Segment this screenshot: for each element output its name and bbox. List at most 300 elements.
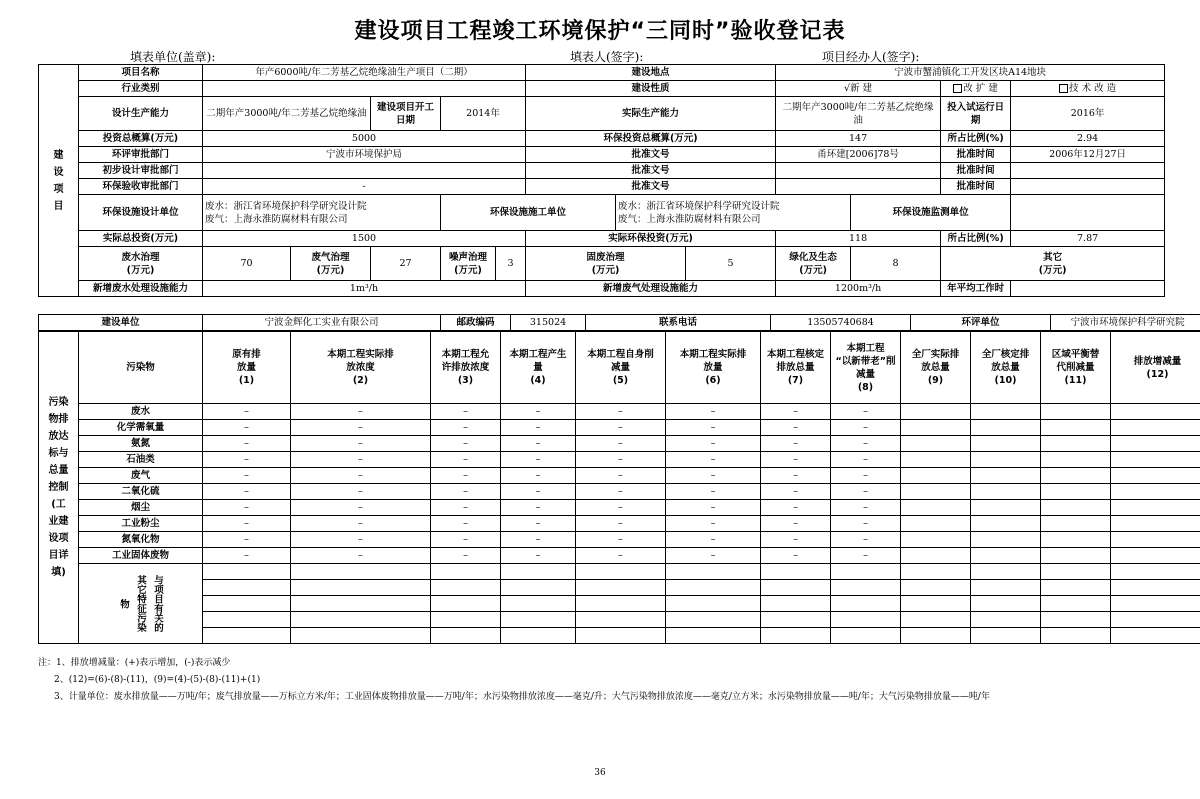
other-label: 其它 (万元) — [941, 247, 1165, 281]
pollutant-name: 石油类 — [79, 452, 203, 468]
table-cell: – — [666, 436, 761, 452]
column-header: 本期工程自身削 减量 (5) — [576, 332, 666, 404]
facility-build-value: 废水：浙江省环境保护科学研究设计院 废气：上海永淮防腐材料有限公司 — [616, 195, 851, 231]
table-cell: – — [666, 420, 761, 436]
table-cell — [1041, 420, 1111, 436]
water-value: 70 — [203, 247, 291, 281]
table-row — [39, 452, 1200, 468]
approval-no-label: 批准文号 — [526, 147, 776, 163]
table-row — [39, 500, 1200, 516]
start-date-label: 建设项目开工日期 — [371, 97, 441, 131]
table-cell — [1111, 548, 1200, 564]
table-cell: – — [203, 452, 291, 468]
table-cell — [901, 596, 971, 612]
gas-label: 废气治理 (万元) — [291, 247, 371, 281]
column-header: 全厂核定排 放总量 (10) — [971, 332, 1041, 404]
table-cell: – — [831, 484, 901, 500]
table-cell: – — [761, 500, 831, 516]
table-cell: – — [666, 484, 761, 500]
trial-value: 2016年 — [1011, 97, 1165, 131]
approval-time-label-2: 批准时间 — [941, 163, 1011, 179]
column-header: 本期工程 “以新带老”削减量 (8) — [831, 332, 901, 404]
table-cell — [203, 596, 291, 612]
table-cell: – — [666, 532, 761, 548]
table-cell — [291, 596, 431, 612]
column-header: 本期工程核定 排放总量 (7) — [761, 332, 831, 404]
table-cell: – — [203, 436, 291, 452]
approval-time-label: 批准时间 — [941, 147, 1011, 163]
table-cell — [1041, 612, 1111, 628]
table-cell: – — [501, 548, 576, 564]
table-cell — [901, 484, 971, 500]
noise-value: 3 — [496, 247, 526, 281]
postcode-value: 315024 — [511, 315, 586, 331]
approval-no-value: 甬环建[2006]78号 — [776, 147, 941, 163]
trial-label: 投入试运行日期 — [941, 97, 1011, 131]
table-cell — [431, 596, 501, 612]
column-header: 原有排 放量 (1) — [203, 332, 291, 404]
table-cell — [1111, 500, 1200, 516]
table-cell — [1111, 564, 1200, 580]
table-cell: – — [291, 548, 431, 564]
pollutant-name: 工业粉尘 — [79, 516, 203, 532]
water-label: 废水治理 (万元) — [79, 247, 203, 281]
table-cell: – — [431, 436, 501, 452]
table-cell — [291, 580, 431, 596]
eia-unit-value: 宁波市环境保护科学研究院 — [1051, 315, 1200, 331]
table-cell: – — [431, 452, 501, 468]
table-cell — [1041, 564, 1111, 580]
column-header: 本期工程产生 量 (4) — [501, 332, 576, 404]
table-cell: – — [203, 500, 291, 516]
table-cell — [1041, 516, 1111, 532]
new-water-label: 新增废水处理设施能力 — [79, 281, 203, 297]
table-cell: – — [831, 436, 901, 452]
approval-time-label-3: 批准时间 — [941, 179, 1011, 195]
table-cell: – — [203, 516, 291, 532]
table-cell: – — [291, 500, 431, 516]
table-cell — [1041, 452, 1111, 468]
table-cell — [831, 596, 901, 612]
table-cell — [761, 612, 831, 628]
table-cell: – — [761, 516, 831, 532]
table-cell — [1111, 532, 1200, 548]
table-cell — [666, 612, 761, 628]
table-cell — [1041, 548, 1111, 564]
table-cell: – — [501, 452, 576, 468]
table-cell — [666, 596, 761, 612]
table-cell — [203, 580, 291, 596]
table-row — [39, 404, 1200, 420]
table-cell: – — [761, 452, 831, 468]
table-cell: – — [831, 452, 901, 468]
builder-label: 建设单位 — [39, 315, 203, 331]
table-cell — [1111, 468, 1200, 484]
table-cell — [971, 532, 1041, 548]
table-cell: – — [576, 548, 666, 564]
table-cell: – — [576, 404, 666, 420]
eia-dept-value: 宁波市环境保护局 — [203, 147, 526, 163]
gas-value: 27 — [371, 247, 441, 281]
notes — [38, 655, 990, 706]
table-cell — [971, 404, 1041, 420]
table-cell — [1041, 436, 1111, 452]
new-water-value: 1m³/h — [203, 281, 526, 297]
table-cell: – — [666, 548, 761, 564]
column-header: 本期工程实际排 放浓度 (2) — [291, 332, 431, 404]
design-cap-label: 设计生产能力 — [79, 97, 203, 131]
table-cell: – — [431, 516, 501, 532]
env-accept-value: - — [203, 179, 526, 195]
table-cell — [1111, 580, 1200, 596]
checkbox-icon — [1059, 84, 1068, 93]
table-cell — [901, 612, 971, 628]
budget-value: 5000 — [203, 131, 526, 147]
prelim-label: 初步设计审批部门 — [79, 163, 203, 179]
project-name-label: 项目名称 — [79, 65, 203, 81]
approval-no-label-2: 批准文号 — [526, 163, 776, 179]
table-cell: – — [666, 516, 761, 532]
monitor-label: 环保设施监测单位 — [851, 195, 1011, 231]
nature-expand: 改 扩 建 — [941, 81, 1011, 97]
table-cell — [901, 532, 971, 548]
ratio-value: 2.94 — [1011, 131, 1165, 147]
table-cell: – — [431, 500, 501, 516]
other-pollutant-label: 物 其它特征污染 与项目有关的 — [79, 564, 203, 644]
new-gas-label: 新增废气处理设施能力 — [526, 281, 776, 297]
table-cell — [666, 628, 761, 644]
table-cell — [576, 580, 666, 596]
table-cell — [971, 628, 1041, 644]
table-cell: – — [831, 420, 901, 436]
pollutant-name: 烟尘 — [79, 500, 203, 516]
table-cell — [971, 484, 1041, 500]
table-cell: – — [831, 500, 901, 516]
table-cell — [1041, 628, 1111, 644]
env-budget-value: 147 — [776, 131, 941, 147]
table-cell: – — [431, 420, 501, 436]
table-cell — [501, 596, 576, 612]
table-cell — [971, 580, 1041, 596]
table-cell — [831, 580, 901, 596]
table-cell: – — [666, 468, 761, 484]
table-cell: – — [501, 516, 576, 532]
table-cell — [1041, 532, 1111, 548]
project-side-label: 建设项目 — [39, 65, 79, 297]
column-header: 本期工程允 许排放浓度 (3) — [431, 332, 501, 404]
note-2: 2、(12)=(6)-(8)-(11)，(9)=(4)-(5)-(8)-(11)+(1) — [54, 675, 261, 685]
table-cell: – — [761, 484, 831, 500]
table-cell: – — [831, 532, 901, 548]
table-cell — [291, 628, 431, 644]
table-cell — [901, 468, 971, 484]
table-cell: – — [291, 468, 431, 484]
ratio-value-2: 7.87 — [1011, 231, 1165, 247]
pollutant-header: 污染物 — [79, 332, 203, 404]
approval-no-label-3: 批准文号 — [526, 179, 776, 195]
table-row — [39, 420, 1200, 436]
project-info-table — [38, 64, 1165, 297]
filler-label: 填表人(签字): — [570, 50, 644, 64]
table-cell — [203, 628, 291, 644]
page-number: 36 — [594, 768, 606, 778]
table-row — [39, 436, 1200, 452]
table-cell: – — [576, 484, 666, 500]
table-cell — [1111, 436, 1200, 452]
table-cell — [901, 452, 971, 468]
table-cell — [901, 564, 971, 580]
table-cell: – — [576, 420, 666, 436]
approval-time-value: 2006年12月27日 — [1011, 147, 1165, 163]
postcode-label: 邮政编码 — [441, 315, 511, 331]
table-cell: – — [501, 436, 576, 452]
table-cell — [901, 516, 971, 532]
pollutant-name: 废气 — [79, 468, 203, 484]
table-cell — [431, 580, 501, 596]
table-cell: – — [501, 420, 576, 436]
table-cell: – — [203, 404, 291, 420]
table-cell — [761, 628, 831, 644]
actual-env-label: 实际环保投资(万元) — [526, 231, 776, 247]
table-row — [39, 548, 1200, 564]
table-row — [39, 532, 1200, 548]
table-cell — [431, 628, 501, 644]
table-cell: – — [291, 516, 431, 532]
table-cell — [831, 564, 901, 580]
pollutant-name: 工业固体废物 — [79, 548, 203, 564]
table-cell: – — [501, 500, 576, 516]
table-cell — [761, 580, 831, 596]
table-cell: – — [576, 452, 666, 468]
table-cell — [1041, 500, 1111, 516]
nature-label: 建设性质 — [526, 81, 776, 97]
nature-tech: 技 术 改 造 — [1011, 81, 1165, 97]
facility-design-value: 废水：浙江省环境保护科学研究设计院 废气：上海永淮防腐材料有限公司 — [203, 195, 441, 231]
table-cell: – — [431, 468, 501, 484]
table-cell: – — [203, 484, 291, 500]
actual-total-label: 实际总投资(万元) — [79, 231, 203, 247]
table-cell: – — [666, 452, 761, 468]
table-cell — [901, 436, 971, 452]
table-cell: – — [576, 436, 666, 452]
table-cell — [431, 612, 501, 628]
eia-unit-label: 环评单位 — [911, 315, 1051, 331]
pollutant-name: 氮氧化物 — [79, 532, 203, 548]
table-cell: – — [501, 404, 576, 420]
project-name-value: 年产6000吨/年二芳基乙烷绝缘油生产项目（二期） — [203, 65, 526, 81]
table-cell: – — [831, 548, 901, 564]
eia-dept-label: 环评审批部门 — [79, 147, 203, 163]
page-title: 建设项目工程竣工环境保护“三同时”验收登记表 — [354, 19, 846, 44]
location-label: 建设地点 — [526, 65, 776, 81]
table-cell — [1111, 628, 1200, 644]
table-cell — [971, 420, 1041, 436]
table-row — [39, 468, 1200, 484]
table-cell — [1111, 516, 1200, 532]
table-cell: – — [203, 532, 291, 548]
table-cell: – — [576, 516, 666, 532]
table-cell — [666, 580, 761, 596]
table-cell: – — [431, 532, 501, 548]
noise-label: 噪声治理 (万元) — [441, 247, 496, 281]
builder-value: 宁波金辉化工实业有限公司 — [203, 315, 441, 331]
table-cell — [971, 596, 1041, 612]
table-cell — [576, 596, 666, 612]
table-cell: – — [501, 532, 576, 548]
note-3: 3、计量单位：废水排放量——万吨/年；废气排放量——万标立方米/年；工业固体废物排放量——万吨/年；水污染物排放浓度——毫克/升；大气污染物排放浓度——毫克/立方米；水污染物排放量——吨/年；大气污染物排放量——吨/年 — [54, 692, 990, 702]
table-cell — [666, 564, 761, 580]
table-cell: – — [576, 532, 666, 548]
green-label: 绿化及生态 (万元) — [776, 247, 851, 281]
table-cell — [1041, 580, 1111, 596]
table-cell — [203, 564, 291, 580]
table-row — [39, 484, 1200, 500]
table-cell: – — [831, 404, 901, 420]
table-cell — [831, 612, 901, 628]
table-cell: – — [291, 420, 431, 436]
table-cell: – — [291, 404, 431, 420]
table-cell — [1111, 612, 1200, 628]
column-header: 全厂实际排 放总量 (9) — [901, 332, 971, 404]
table-cell: – — [831, 468, 901, 484]
table-cell — [291, 564, 431, 580]
pollutant-name: 废水 — [79, 404, 203, 420]
table-cell: – — [203, 468, 291, 484]
table-cell: – — [576, 468, 666, 484]
pollutant-name: 二氧化硫 — [79, 484, 203, 500]
solid-label: 固废治理 (万元) — [526, 247, 686, 281]
table-cell — [971, 452, 1041, 468]
pollutant-name: 氨氮 — [79, 436, 203, 452]
pollutant-name: 化学需氧量 — [79, 420, 203, 436]
pollutant-side-label: 污染物排放达标与总量控制(工业建设项目详填) — [39, 332, 79, 644]
start-date-value: 2014年 — [441, 97, 526, 131]
table-cell — [501, 580, 576, 596]
table-cell: – — [431, 404, 501, 420]
table-cell: – — [761, 436, 831, 452]
table-cell — [501, 628, 576, 644]
table-cell — [971, 564, 1041, 580]
table-cell — [971, 436, 1041, 452]
table-cell — [901, 500, 971, 516]
table-cell: – — [761, 420, 831, 436]
new-gas-value: 1200m³/h — [776, 281, 941, 297]
env-accept-label: 环保验收审批部门 — [79, 179, 203, 195]
table-cell: – — [431, 548, 501, 564]
table-cell: – — [761, 404, 831, 420]
table-cell: – — [291, 484, 431, 500]
table-cell — [1111, 484, 1200, 500]
table-cell — [501, 612, 576, 628]
table-cell: – — [291, 532, 431, 548]
table-cell — [576, 612, 666, 628]
design-cap-value: 二期年产3000吨/年二芳基乙烷绝缘油 — [203, 97, 371, 131]
table-cell — [1041, 404, 1111, 420]
actual-env-value: 118 — [776, 231, 941, 247]
table-cell — [1041, 468, 1111, 484]
table-cell — [203, 612, 291, 628]
table-row — [39, 516, 1200, 532]
table-cell — [431, 564, 501, 580]
phone-value: 13505740684 — [771, 315, 911, 331]
note-1: 注：1、排放增减量：(+)表示增加，(-)表示减少 — [38, 658, 231, 668]
table-cell — [761, 564, 831, 580]
actual-total-value: 1500 — [203, 231, 526, 247]
ratio-label: 所占比例(%) — [941, 131, 1011, 147]
table-cell — [971, 548, 1041, 564]
industry-label: 行业类别 — [79, 81, 203, 97]
table-cell — [831, 628, 901, 644]
table-cell — [901, 548, 971, 564]
table-cell — [761, 596, 831, 612]
table-cell — [1111, 404, 1200, 420]
table-cell: – — [431, 484, 501, 500]
table-cell: – — [666, 500, 761, 516]
table-cell — [901, 628, 971, 644]
column-header: 本期工程实际排 放量 (6) — [666, 332, 761, 404]
table-cell — [576, 628, 666, 644]
table-cell — [576, 564, 666, 580]
table-cell: – — [291, 452, 431, 468]
facility-design-label: 环保设施设计单位 — [79, 195, 203, 231]
table-cell: – — [831, 516, 901, 532]
table-cell — [901, 404, 971, 420]
phone-label: 联系电话 — [586, 315, 771, 331]
industry-value — [203, 81, 526, 97]
table-cell: – — [761, 468, 831, 484]
table-cell: – — [576, 500, 666, 516]
table-cell: – — [501, 468, 576, 484]
green-value: 8 — [851, 247, 941, 281]
table-cell — [1041, 596, 1111, 612]
column-header: 区域平衡替 代削减量 (11) — [1041, 332, 1111, 404]
table-cell — [1111, 596, 1200, 612]
column-header: 排放增减量 (12) — [1111, 332, 1200, 404]
pollutant-table — [38, 314, 1200, 331]
location-value: 宁波市蟹浦镇化工开发区块A14地块 — [776, 65, 1165, 81]
table-cell — [291, 612, 431, 628]
actual-cap-label: 实际生产能力 — [526, 97, 776, 131]
fill-unit-label: 填表单位(盖章): — [130, 50, 216, 64]
table-cell: – — [291, 436, 431, 452]
table-cell — [971, 516, 1041, 532]
nature-new: √新 建 — [776, 81, 941, 97]
table-cell: – — [666, 404, 761, 420]
table-cell — [901, 420, 971, 436]
actual-cap-value: 二期年产3000吨/年二芳基乙烷绝缘油 — [776, 97, 941, 131]
table-cell: – — [203, 420, 291, 436]
facility-build-label: 环保设施施工单位 — [441, 195, 616, 231]
checkbox-icon — [953, 84, 962, 93]
table-cell: – — [761, 548, 831, 564]
solid-value: 5 — [686, 247, 776, 281]
pollutant-detail-table — [38, 331, 1200, 644]
table-cell — [901, 580, 971, 596]
table-cell: – — [761, 532, 831, 548]
table-cell — [501, 564, 576, 580]
annual-hours-label: 年平均工作时 — [941, 281, 1011, 297]
table-cell — [1041, 484, 1111, 500]
manager-label: 项目经办人(签字): — [822, 50, 920, 64]
table-cell: – — [501, 484, 576, 500]
budget-label: 投资总概算(万元) — [79, 131, 203, 147]
ratio-label-2: 所占比例(%) — [941, 231, 1011, 247]
table-cell — [971, 500, 1041, 516]
env-budget-label: 环保投资总概算(万元) — [526, 131, 776, 147]
table-cell: – — [203, 548, 291, 564]
table-cell — [1111, 420, 1200, 436]
table-cell — [971, 468, 1041, 484]
